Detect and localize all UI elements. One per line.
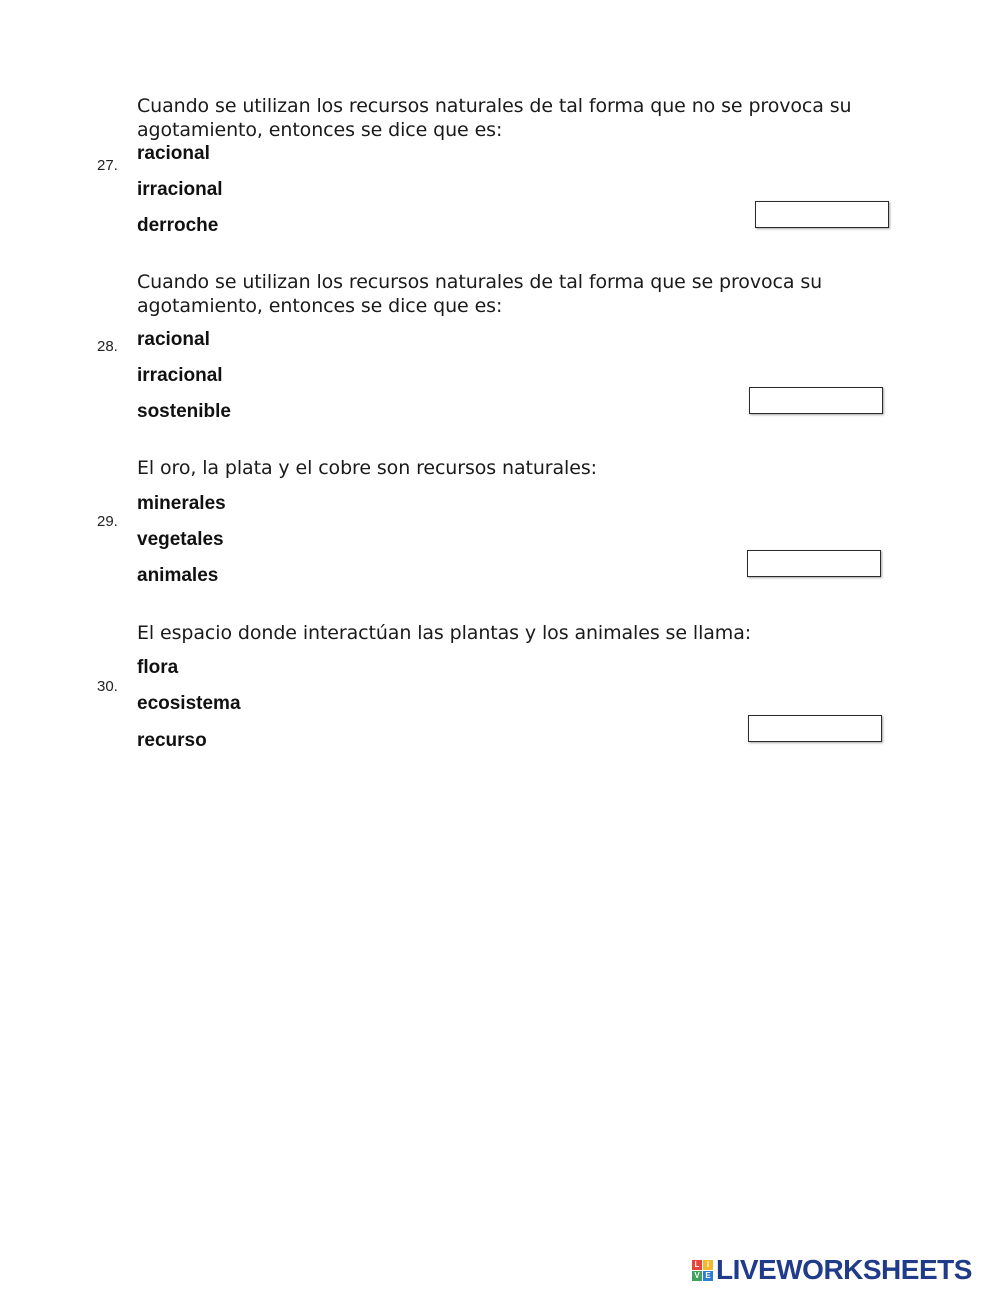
question-text: El espacio donde interactúan las plantas y los animales se llama: [137,622,752,644]
answer-input-29[interactable] [747,550,881,577]
option: ecosistema [137,693,241,714]
logo-mark-tile: L [692,1260,702,1270]
question-text: Cuando se utilizan los recursos naturales de tal forma que no se provoca su agotamiento, entonces se dice que es: [137,95,852,141]
logo-mark-tile: E [703,1271,713,1281]
question-number: 29. [97,513,118,530]
answer-input-28[interactable] [749,387,883,414]
answer-input-30[interactable] [748,715,882,742]
option: animales [137,565,219,586]
option: racional [137,143,210,164]
option: derroche [137,215,219,236]
question-text: Cuando se utilizan los recursos naturales de tal forma que se provoca su agotamiento, entonces se dice que es: [137,271,823,317]
option: irracional [137,179,223,200]
logo-mark-tile: V [692,1271,702,1281]
logo-mark-icon [692,1260,713,1281]
liveworksheets-logo [692,1254,972,1286]
question-text: El oro, la plata y el cobre son recursos naturales: [137,457,597,479]
question-number: 27. [97,157,118,174]
logo-mark-tile: I [703,1260,713,1270]
option: racional [137,329,210,350]
answer-input-27[interactable] [755,201,889,228]
logo-text: LIVEWORKSHEETS [716,1254,972,1285]
option: vegetales [137,529,224,550]
option: irracional [137,365,223,386]
question-number: 28. [97,338,118,355]
option: minerales [137,493,226,514]
option: sostenible [137,401,231,422]
question-number: 30. [97,678,118,695]
option: flora [137,657,179,678]
option: recurso [137,730,207,751]
